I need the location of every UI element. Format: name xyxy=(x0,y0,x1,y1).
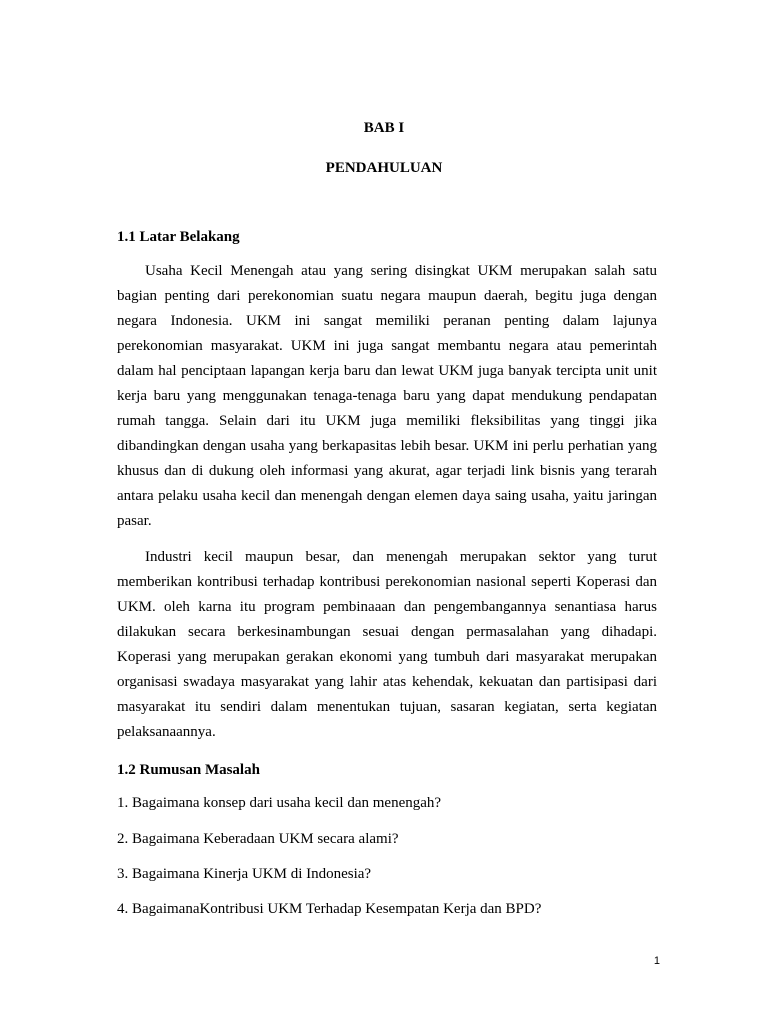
section-heading-latar-belakang: 1.1 Latar Belakang xyxy=(117,229,240,245)
list-item-2: 2. Bagaimana Keberadaan UKM secara alami? xyxy=(117,831,399,847)
chapter-number: BAB I xyxy=(363,120,405,136)
paragraph-1: Usaha Kecil Menengah atau yang sering disingkat UKM merupakan salah satu bagian penting dari perekonomian suatu negara maupun daerah, begitu juga dengan negara Indonesia. UKM ini sangat memiliki peranan penting dalam lajunya perekonomian masyarakat. UKM ini juga sangat membantu negara atau pemerintah dalam hal penciptaan lapangan kerja baru dan lewat UKM juga banyak tercipta unit unit kerja baru yang menggunakan tenaga-tenaga baru yang dapat mendukung pendapatan rumah tangga. Selain dari itu UKM juga memiliki fleksibilitas yang tinggi jika dibandingkan dengan usaha yang berkapasitas lebih besar. UKM ini perlu perhatian yang khusus dan di dukung oleh informasi yang akurat, agar terjadi link bisnis yang terarah antara pelaku usaha kecil dan menengah dengan elemen daya saing usaha, yaitu jaringan pasar. xyxy=(117,263,657,529)
list-item-1: 1. Bagaimana konsep dari usaha kecil dan menengah? xyxy=(117,795,442,811)
list-item-3: 3. Bagaimana Kinerja UKM di Indonesia? xyxy=(117,866,372,882)
section-heading-rumusan-masalah: 1.2 Rumusan Masalah xyxy=(117,762,260,778)
chapter-title: PENDAHULUAN xyxy=(325,160,443,176)
paragraph-2: Industri kecil maupun besar, dan menengah merupakan sektor yang turut memberikan kontribusi terhadap kontribusi perekonomian nasional seperti Koperasi dan UKM. oleh karna itu program pembinaaan dan pengembangannya senantiasa harus dilakukan secara berkesinambungan sesuai dengan permasalahan yang dihadapi. Koperasi yang merupakan gerakan ekonomi yang tumbuh dari masyarakat merupakan organisasi swadaya masyarakat yang lahir atas kehendak, kekuatan dan partisipasi dari masyarakat itu sendiri dalam menentukan tujuan, sasaran kegiatan, serta kegiatan pelaksanaannya. xyxy=(117,549,657,740)
list-item-4: 4. BagaimanaKontribusi UKM Terhadap Kesempatan Kerja dan BPD? xyxy=(117,901,542,917)
page-number: 1 xyxy=(653,955,660,967)
